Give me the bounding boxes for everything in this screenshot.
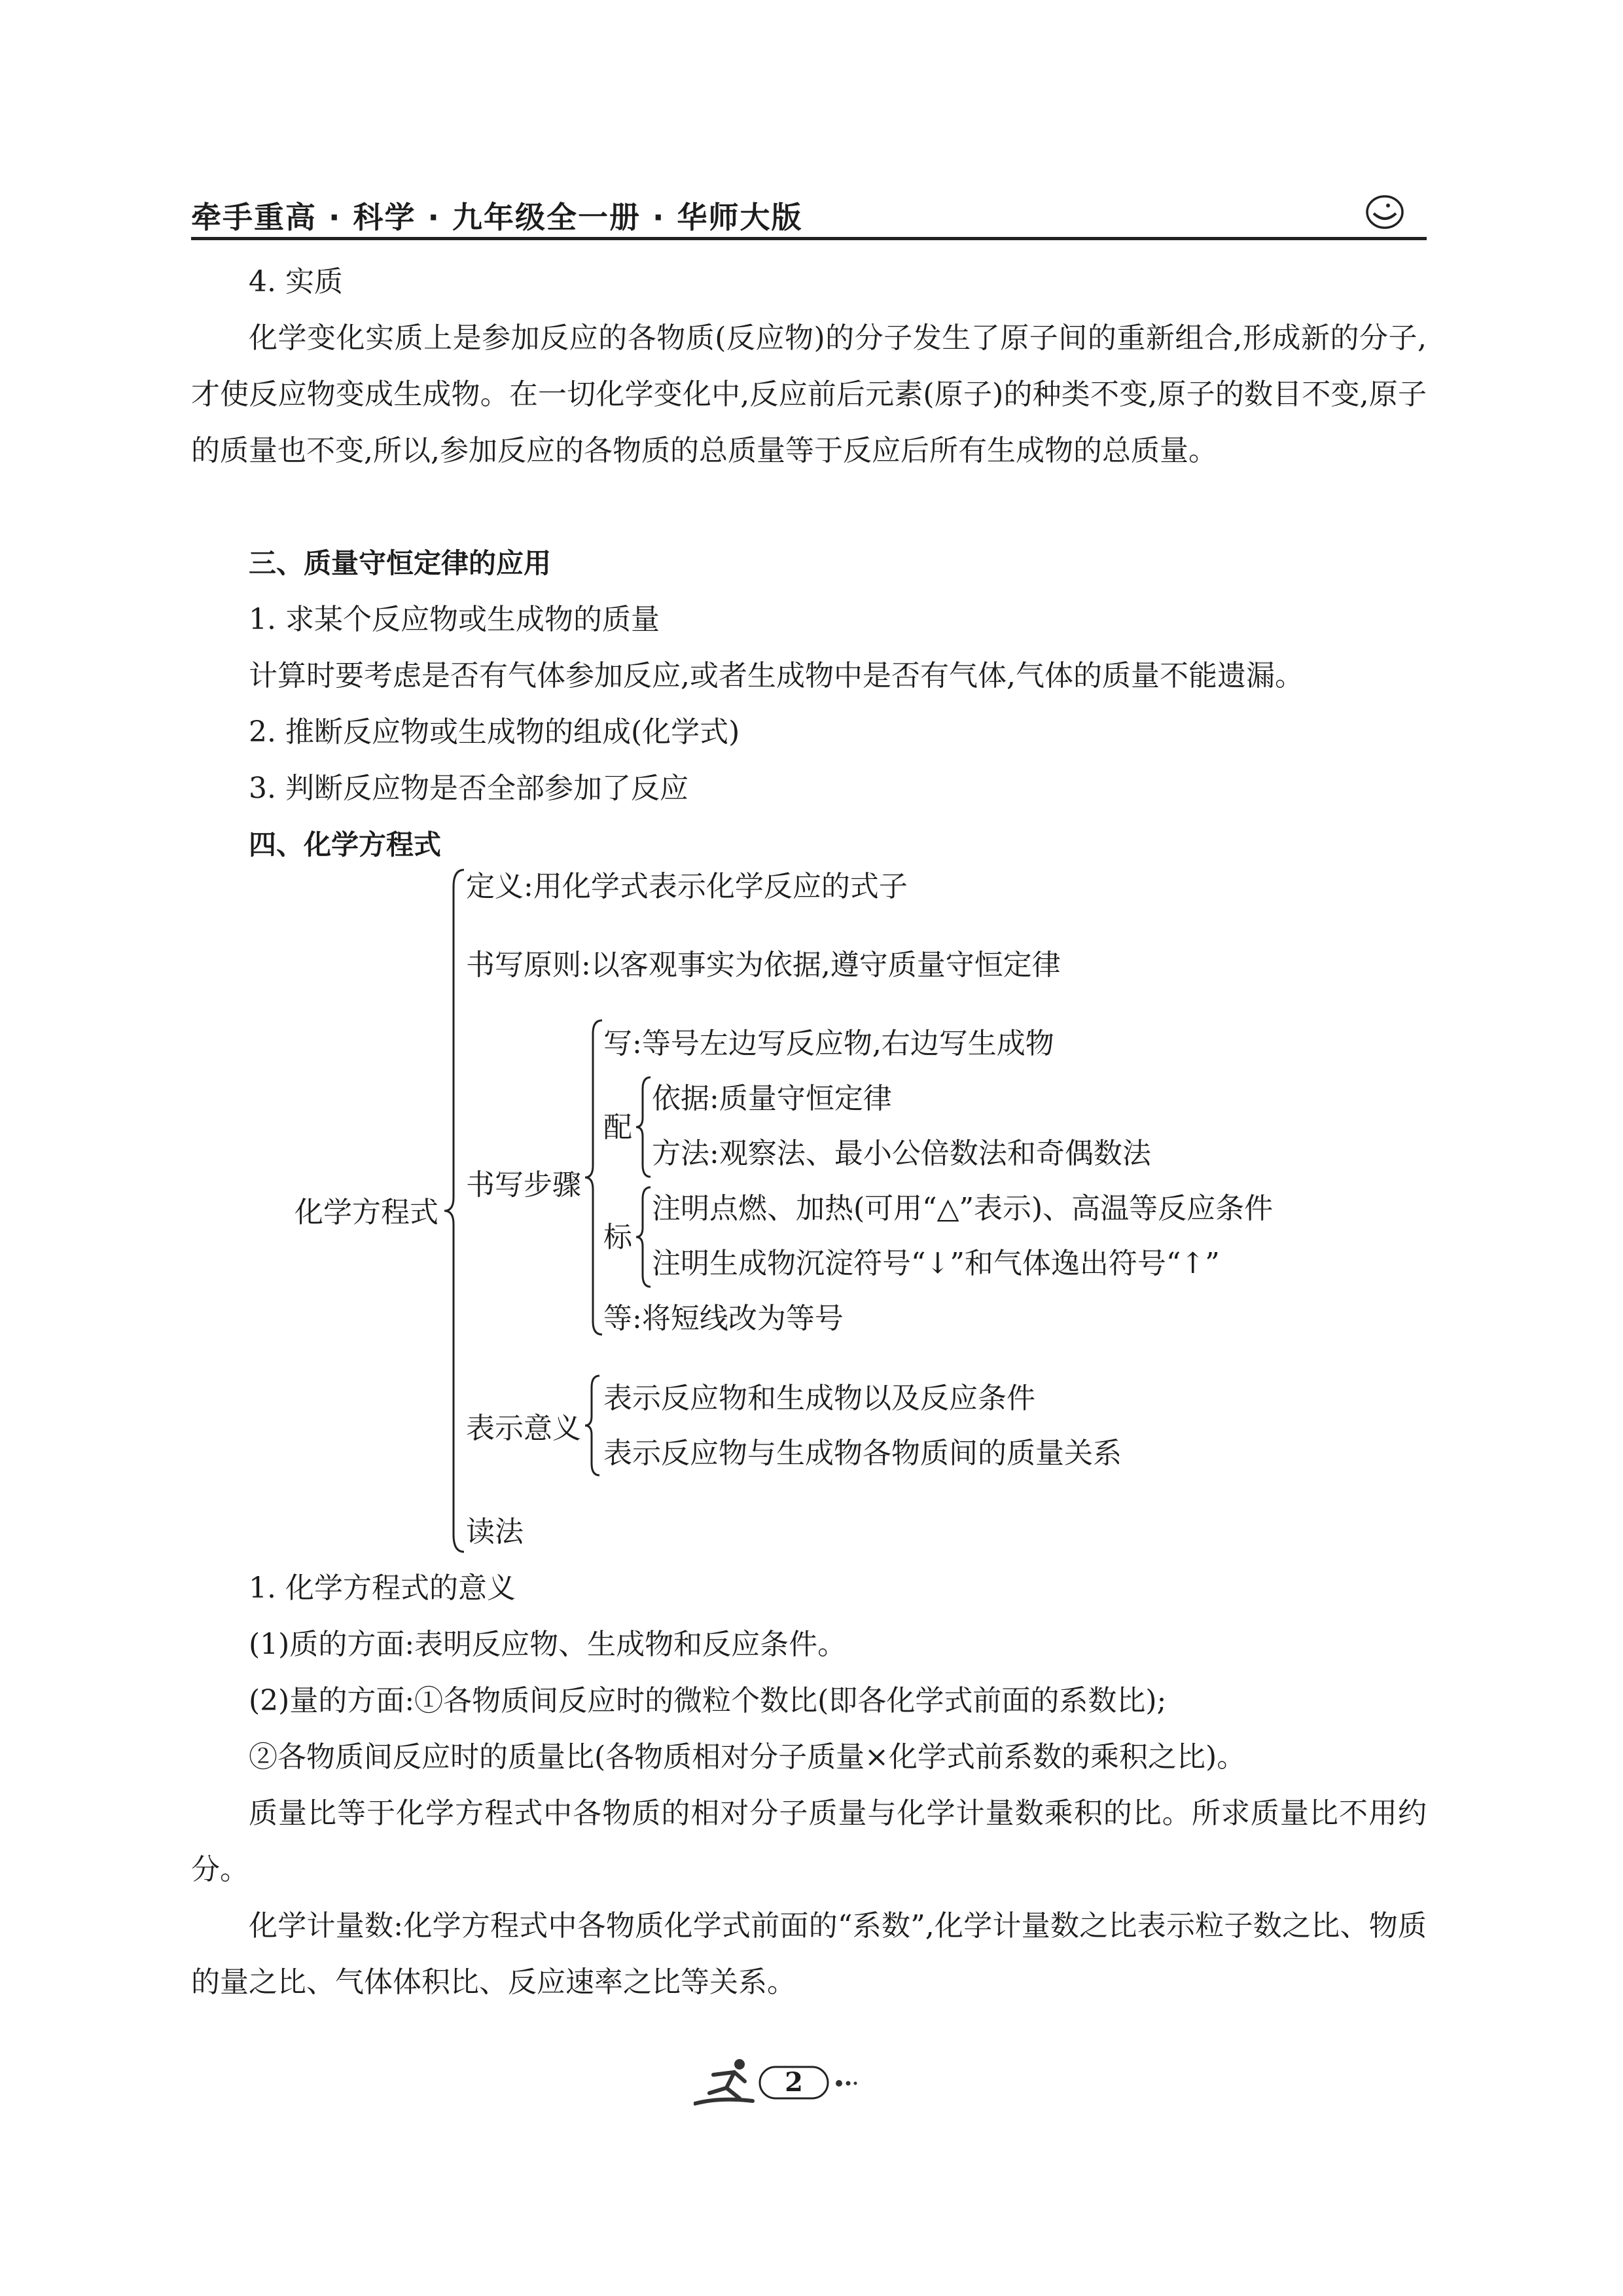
meaning-2: 表示反应物与生成物各物质间的质量关系 — [603, 1437, 1122, 1470]
diagram-reading: 读法 — [466, 1515, 524, 1549]
main-brace — [442, 867, 468, 1554]
balance-brace — [633, 1075, 653, 1179]
step-write: 写:等号左边写反应物,右边写生成物 — [603, 1027, 1054, 1060]
mark-brace — [633, 1185, 653, 1289]
diagram-principle: 书写原则:以客观事实为依据,遵守质量守恒定律 — [466, 948, 1061, 982]
steps-brace — [582, 1018, 605, 1338]
runner-icon — [694, 2055, 759, 2108]
step-equal: 等:将短线改为等号 — [603, 1302, 844, 1335]
mark-conditions: 注明点燃、加热(可用“△”表示)、高温等反应条件 — [652, 1192, 1274, 1225]
smiley-logo-icon — [1364, 194, 1405, 230]
section-4-heading: 4. 实质 — [249, 265, 343, 298]
meaning-qualitative: (1)质的方面:表明反应物、生成物和反应条件。 — [249, 1628, 847, 1661]
running-header-title: 牵手重高 · 科学 · 九年级全一册 · 华师大版 — [191, 200, 803, 235]
section-3-heading: 三、质量守恒定律的应用 — [249, 547, 552, 579]
balance-basis: 依据:质量守恒定律 — [652, 1082, 892, 1115]
meaning-quantitative: (2)量的方面:①各物质间反应时的微粒个数比(即各化学式前面的系数比); — [249, 1684, 1167, 1717]
application-1-text: 计算时要考虑是否有气体参加反应,或者生成物中是否有气体,气体的质量不能遗漏。 — [249, 659, 1304, 692]
application-3-heading: 3. 判断反应物是否全部参加了反应 — [249, 772, 688, 805]
step-balance-label: 配 — [603, 1111, 632, 1144]
footer-dots-icon — [835, 2079, 861, 2088]
mark-symbols: 注明生成物沉淀符号“↓”和气体逸出符号“↑” — [652, 1247, 1220, 1280]
balance-method: 方法:观察法、最小公倍数法和奇偶数法 — [652, 1137, 1151, 1170]
diagram-meaning: 表示意义 — [466, 1412, 581, 1445]
header-rule — [191, 237, 1427, 240]
diagram-root: 化学方程式 — [294, 1196, 438, 1229]
mass-ratio-paragraph: 质量比等于化学方程式中各物质的相对分子质量与化学计量数乘积的比。所求质量比不用约分。 — [191, 1797, 1427, 1886]
meaning-1: 表示反应物和生成物以及反应条件 — [603, 1382, 1035, 1415]
application-2-heading: 2. 推断反应物或生成物的组成(化学式) — [249, 715, 740, 749]
diagram-steps: 书写步骤 — [466, 1168, 581, 1202]
meaning-mass-ratio: ②各物质间反应时的质量比(各物质相对分子质量×化学式前系数的乘积之比)。 — [249, 1740, 1246, 1774]
step-mark-label: 标 — [603, 1221, 632, 1254]
stoichiometry-paragraph: 化学计量数:化学方程式中各物质化学式前面的“系数”,化学计量数之比表示粒子数之比、物质的量之比、气体体积比、反应速率之比等关系。 — [191, 1909, 1427, 1999]
meaning-brace — [582, 1373, 602, 1478]
section-4-equation-heading: 四、化学方程式 — [249, 829, 442, 861]
page-number: 2 — [785, 2067, 803, 2098]
application-1-heading: 1. 求某个反应物或生成物的质量 — [249, 603, 660, 636]
diagram-definition: 定义:用化学式表示化学反应的式子 — [466, 870, 908, 903]
section-4-paragraph: 化学变化实质上是参加反应的各物质(反应物)的分子发生了原子间的重新组合,形成新的分子,才使反应物变成生成物。在一切化学变化中,反应前后元素(原子)的种类不变,原子的数目不变,原子的质量也不变,所以,参加反应的各物质的总质量等于反应后所有生成物的总质量。 — [191, 321, 1427, 467]
meaning-heading: 1. 化学方程式的意义 — [249, 1571, 516, 1605]
